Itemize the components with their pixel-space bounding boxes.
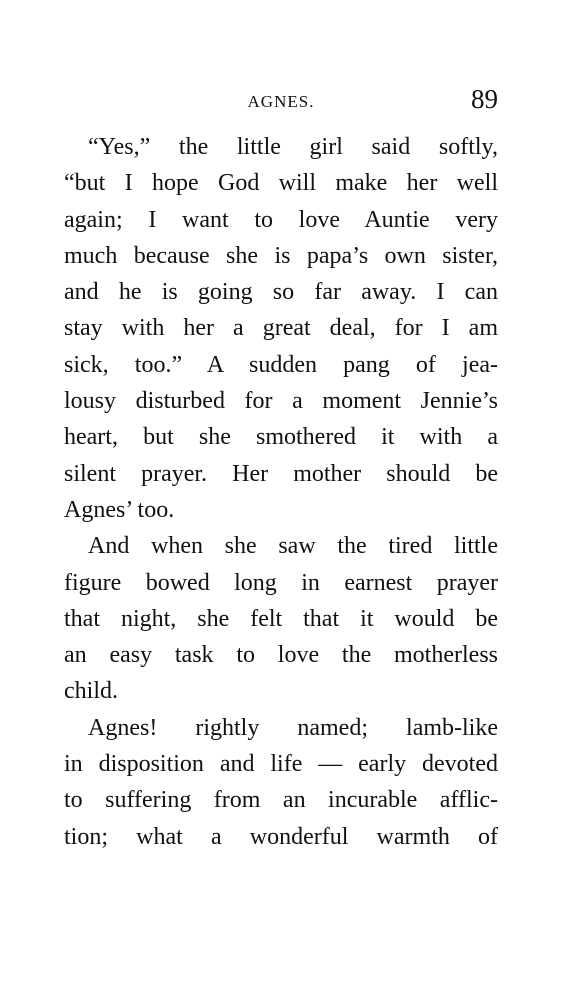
text-line: lousy disturbed for a moment Jennie’s	[64, 388, 498, 415]
paragraph	[64, 528, 498, 709]
text-line: again; I want to love Auntie very	[64, 206, 498, 233]
text-line: that night, she felt that it would be	[64, 605, 498, 632]
text-line: much because she is papa’s own sister,	[64, 242, 498, 269]
text-line: silent prayer. Her mother should be	[64, 460, 498, 487]
paragraph	[64, 710, 498, 855]
text-line: an easy task to love the motherless	[64, 642, 498, 669]
text-line: Agnes! rightly named; lamb-like	[88, 714, 498, 741]
text-line: sick, too.” A sudden pang of jea-	[64, 351, 498, 378]
text-line: “Yes,” the little girl said softly,	[88, 134, 498, 160]
text-line: heart, but she smothered it with a	[64, 424, 498, 451]
text-line: And when she saw the tired little	[88, 533, 498, 560]
text-line: in disposition and life — early devoted	[64, 751, 498, 778]
text-line: tion; what a wonderful warmth of	[64, 823, 498, 850]
text-line: stay with her a great deal, for I am	[64, 315, 498, 342]
running-title: AGNES.	[247, 92, 315, 111]
page-number: 89	[471, 84, 498, 114]
body-text	[64, 129, 498, 855]
text-line: figure bowed long in earnest prayer	[64, 569, 498, 596]
text-line: and he is going so far away. I can	[64, 279, 498, 306]
text-line: “but I hope God will make her well	[64, 170, 498, 197]
text-line: Agnes’ too.	[64, 496, 175, 523]
text-line: to suffering from an incurable afflic-	[64, 787, 498, 814]
running-head	[64, 84, 498, 120]
paragraph	[64, 129, 498, 528]
text-line: child.	[64, 678, 118, 705]
